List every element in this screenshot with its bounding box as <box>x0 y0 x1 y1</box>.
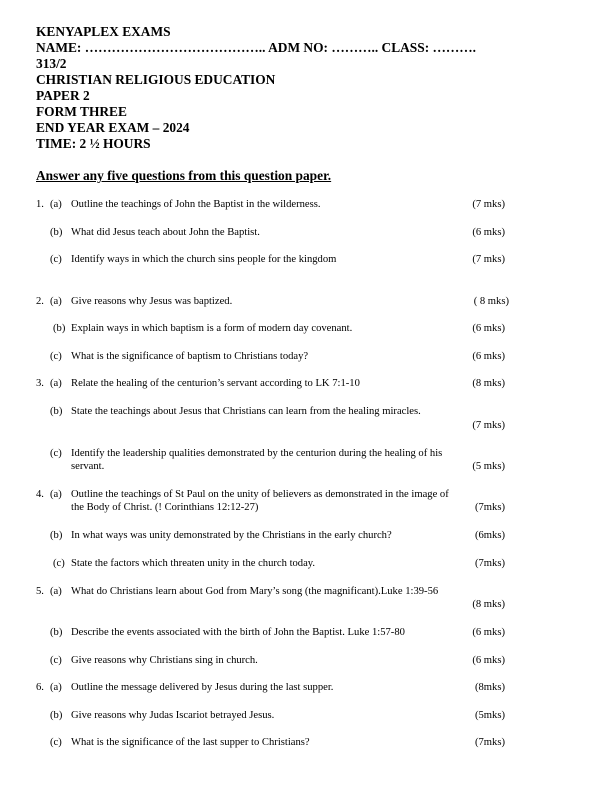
part-label: (a) <box>50 682 62 693</box>
paper-code: 313/2 <box>36 56 67 71</box>
part-label: (c) <box>50 655 62 666</box>
part-text: Identify the leadership qualities demonstrated by the centurion during the healing of his <box>71 448 443 459</box>
question-number: 6. <box>36 682 44 693</box>
part-label: (a) <box>50 586 62 597</box>
part-marks: (8 mks) <box>472 599 505 610</box>
part-marks: (7 mks) <box>472 420 505 431</box>
part-text: State the teachings about Jesus that Christians can learn from the healing miracles. <box>71 406 421 417</box>
part-marks: (6mks) <box>474 530 505 541</box>
question-number: 5. <box>36 586 44 597</box>
part-marks: (7mks) <box>474 502 505 513</box>
paper-number: PAPER 2 <box>36 88 90 103</box>
part-text: Relate the healing of the centurion’s servant according to LK 7:1-10 <box>71 378 360 389</box>
school-name: KENYAPLEX EXAMS <box>36 24 171 39</box>
part-label: (b) <box>50 530 63 541</box>
part-marks: (6 mks) <box>472 655 505 666</box>
part-marks: (6 mks) <box>472 323 505 334</box>
part-label: (b) <box>50 406 63 417</box>
part-text: Outline the teachings of St Paul on the unity of believers as demonstrated in the image of <box>71 489 449 500</box>
part-marks: (6 mks) <box>472 227 505 238</box>
part-text: What do Christians learn about God from Mary’s song (the magnificant).Luke 1:39-56 <box>71 586 439 597</box>
part-label: (a) <box>50 489 62 500</box>
part-marks: (8mks) <box>474 682 505 693</box>
instructions: Answer any five questions from this question paper. <box>36 168 332 183</box>
question-number: 4. <box>36 489 44 500</box>
part-marks: (7mks) <box>474 737 505 748</box>
part-text: State the factors which threaten unity in the church today. <box>71 558 316 569</box>
question-number: 2. <box>36 296 44 307</box>
part-label: (c) <box>53 558 65 569</box>
part-text: Identify ways in which the church sins people for the kingdom <box>71 254 337 265</box>
part-marks: (6 mks) <box>472 351 505 362</box>
part-text: Explain ways in which baptism is a form of modern day covenant. <box>71 323 353 334</box>
part-label: (b) <box>53 323 66 334</box>
part-text: What did Jesus teach about John the Baptist. <box>71 227 260 238</box>
part-label: (c) <box>50 737 62 748</box>
part-marks: ( 8 mks) <box>473 296 509 307</box>
part-label: (a) <box>50 296 62 307</box>
part-text: Give reasons why Jesus was baptized. <box>71 296 233 307</box>
part-marks: (7 mks) <box>472 254 505 265</box>
part-text: In what ways was unity demonstrated by the Christians in the early church? <box>71 530 392 541</box>
part-label: (a) <box>50 378 62 389</box>
part-marks: (6 mks) <box>472 627 505 638</box>
subject-title: CHRISTIAN RELIGIOUS EDUCATION <box>36 72 276 87</box>
part-label: (b) <box>50 227 63 238</box>
student-fields-line: NAME: ………………………………….. ADM NO: ……….. CLASS: ………. <box>36 40 477 55</box>
part-text: Give reasons why Christians sing in church. <box>71 655 258 666</box>
part-marks: (8 mks) <box>472 378 505 389</box>
form-level: FORM THREE <box>36 104 127 119</box>
part-text: What is the significance of the last supper to Christians? <box>71 737 310 748</box>
question-number: 3. <box>36 378 44 389</box>
part-label: (a) <box>50 199 62 210</box>
part-text-continued: servant. <box>71 461 105 472</box>
part-text: Outline the message delivered by Jesus during the last supper. <box>71 682 334 693</box>
part-label: (b) <box>50 710 63 721</box>
part-label: (c) <box>50 351 62 362</box>
part-text: Give reasons why Judas Iscariot betrayed Jesus. <box>71 710 275 721</box>
part-marks: (5mks) <box>474 710 505 721</box>
part-marks: (7 mks) <box>472 199 505 210</box>
part-text: Outline the teachings of John the Baptist in the wilderness. <box>71 199 321 210</box>
part-text: Describe the events associated with the birth of John the Baptist. Luke 1:57-80 <box>71 627 405 638</box>
part-label: (b) <box>50 627 63 638</box>
question-number: 1. <box>36 199 44 210</box>
part-label: (c) <box>50 448 62 459</box>
exam-title: END YEAR EXAM – 2024 <box>36 120 190 135</box>
part-marks: (7mks) <box>474 558 505 569</box>
exam-time: TIME: 2 ½ HOURS <box>36 136 151 151</box>
part-text-continued: the Body of Christ. (! Corinthians 12:12-27) <box>71 502 259 513</box>
part-text: What is the significance of baptism to Christians today? <box>71 351 309 362</box>
part-marks: (5 mks) <box>472 461 505 472</box>
part-label: (c) <box>50 254 62 265</box>
